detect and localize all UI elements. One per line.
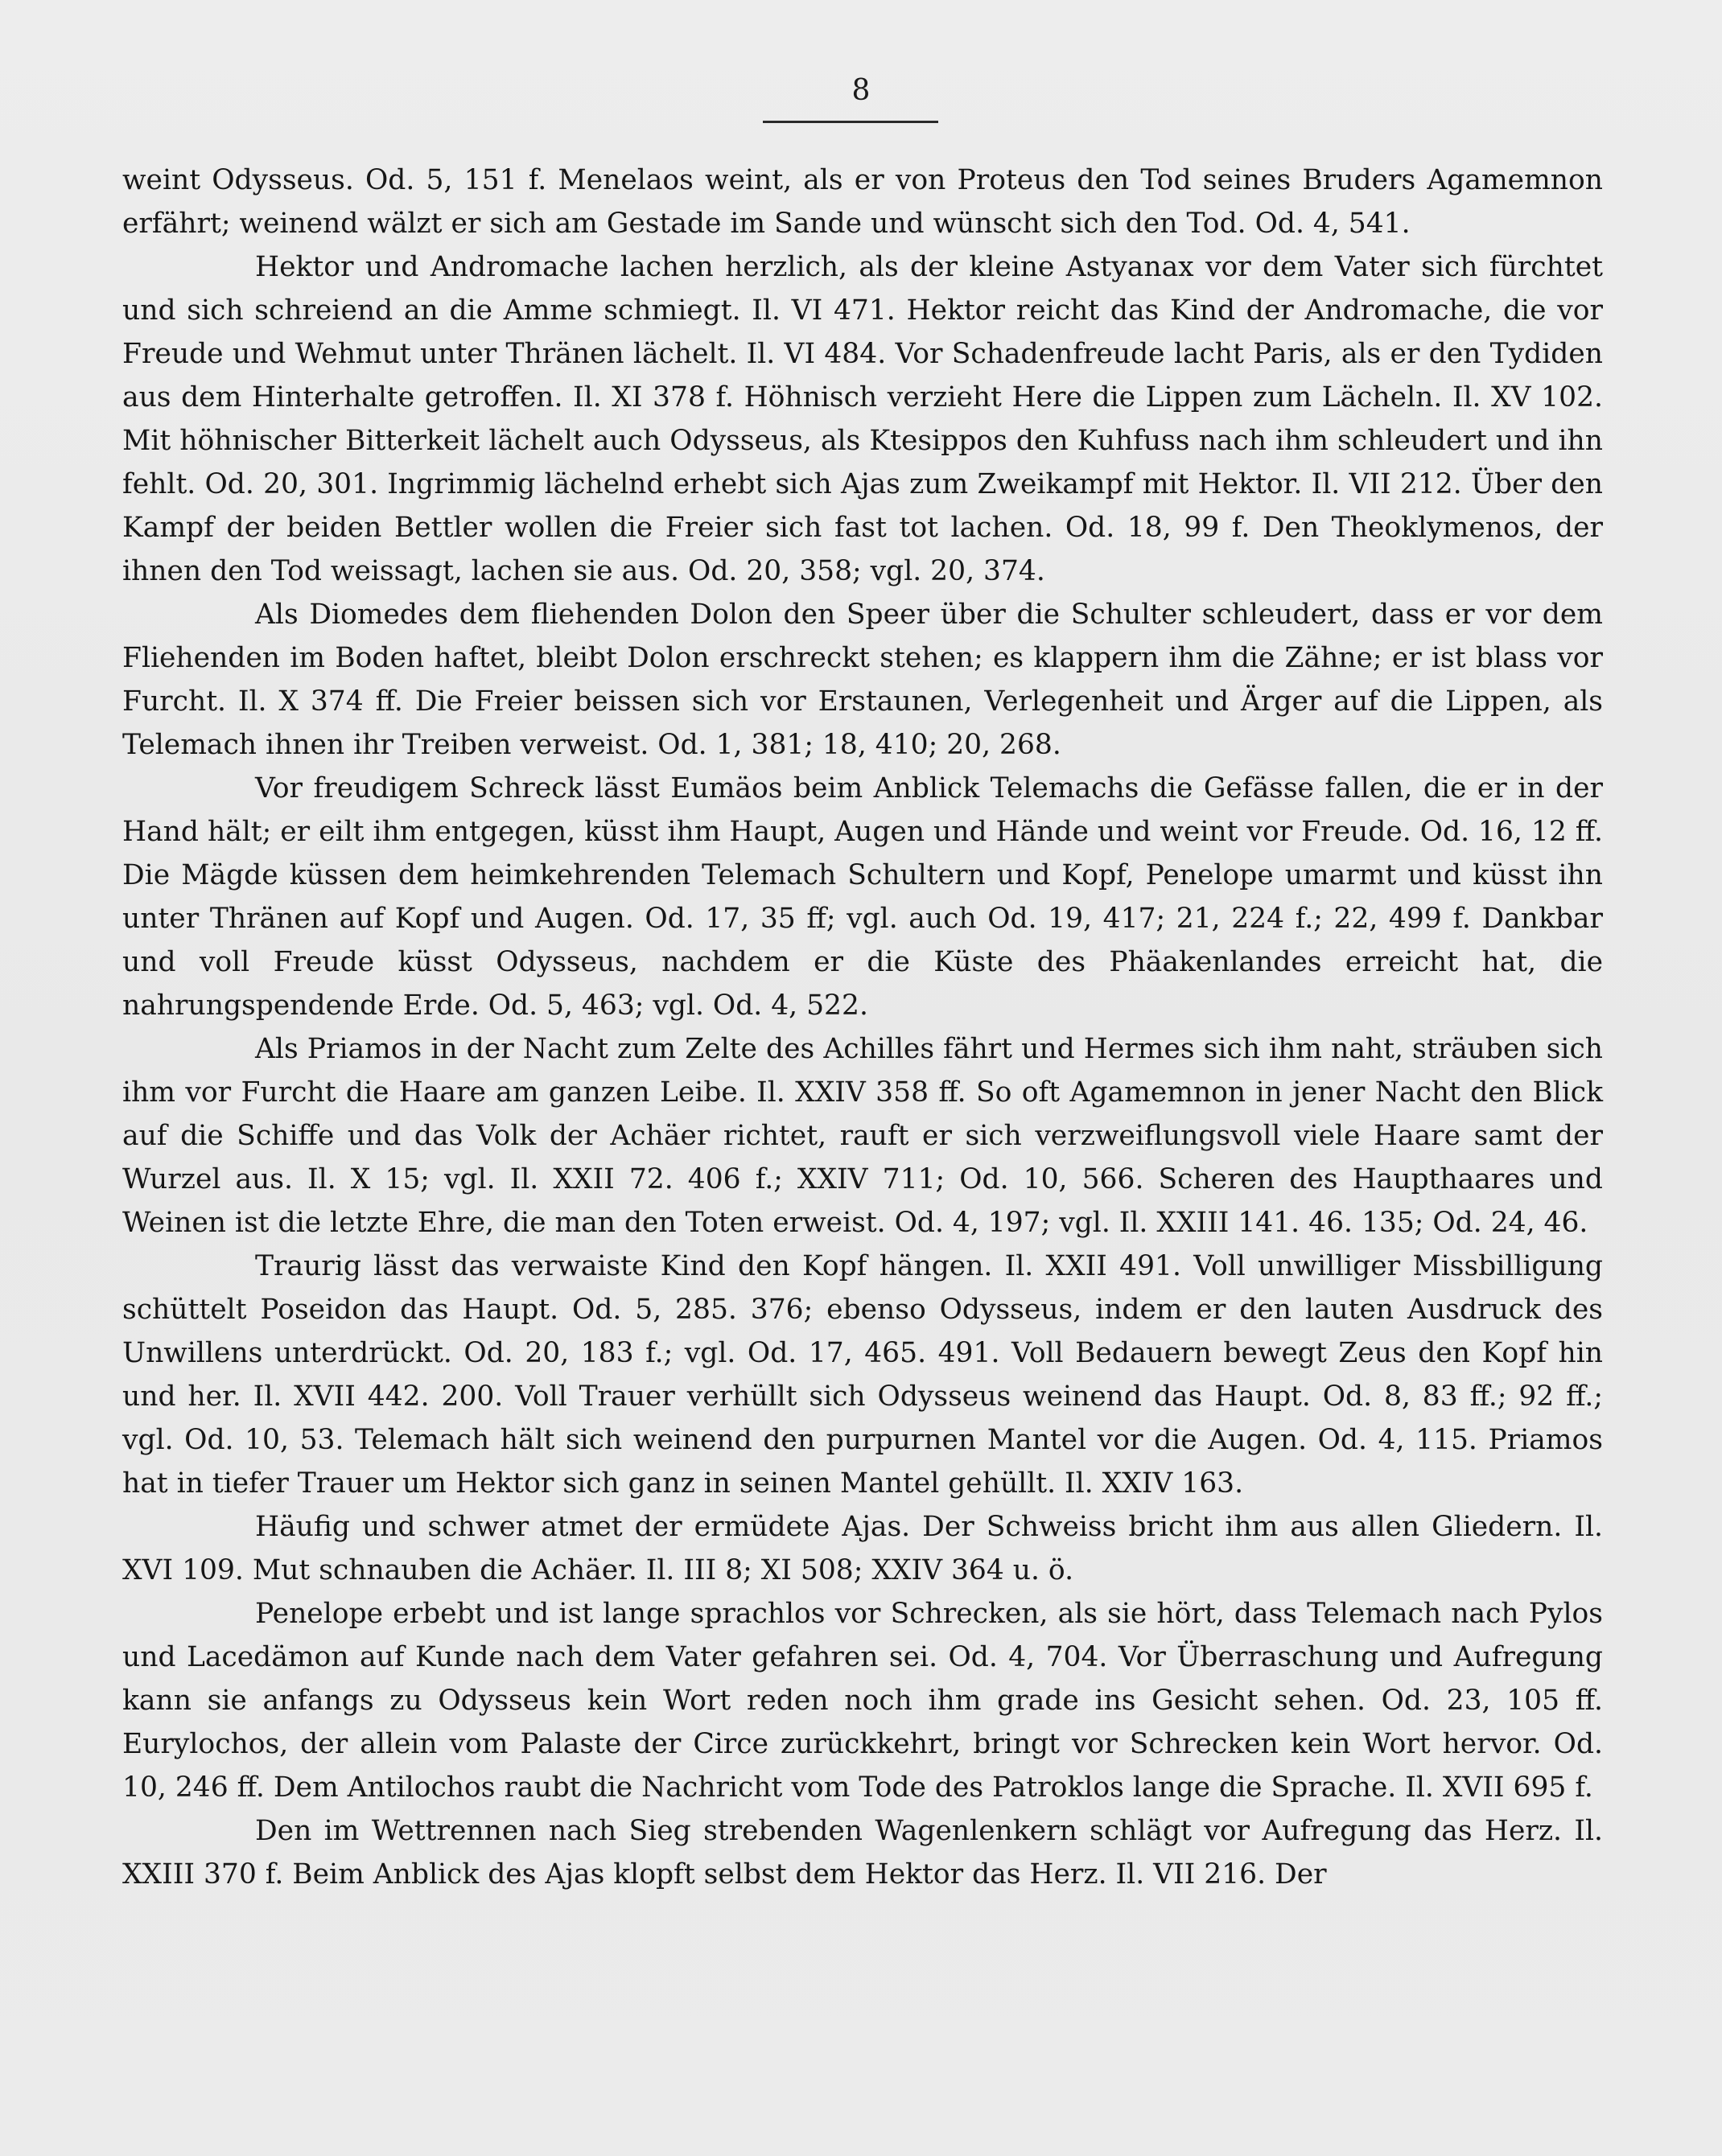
body-text (122, 158, 1603, 1896)
paragraph-hektor-andromache: Hektor und Andromache lachen herzlich, als der kleine Astyanax vor dem Vater sich fürchtet und sich schreiend an die Amme schmiegt. Il. VI 471. Hektor reicht das Kind der Andromache, die vor Freude und Wehmut unter Thränen lächelt. Il. VI 484. Vor Schadenfreude lacht Paris, als er den Tydiden aus dem Hinterhalte getroffen. Il. XI 378 f. Höhnisch verzieht Here die Lippen zum Lächeln. Il. XV 102. Mit höhnischer Bitterkeit lächelt auch Odysseus, als Ktesippos den Kuhfuss nach ihm schleudert und ihn fehlt. Od. 20, 301. Ingrimmig lächelnd erhebt sich Ajas zum Zweikampf mit Hektor. Il. VII 212. Über den Kampf der beiden Bettler wollen die Freier sich fast tot lachen. Od. 18, 99 f. Den Theoklymenos, der ihnen den Tod weissagt, lachen sie aus. Od. 20, 358; vgl. 20, 374. (122, 251, 1603, 587)
paragraph-wettrennen: Den im Wettrennen nach Sieg strebenden Wagenlenkern schlägt vor Aufregung das Herz. Il. XXIII 370 f. Beim Anblick des Ajas klopft selbst dem Hektor das Herz. Il. VII 216. Der (122, 1815, 1603, 1891)
paragraph-diomedes-dolon: Als Diomedes dem fliehenden Dolon den Speer über die Schulter schleudert, dass er vor dem Fliehenden im Boden haftet, bleibt Dolon erschreckt stehen; es klappern ihm die Zähne; er ist blass vor Furcht. Il. X 374 ff. Die Freier beissen sich vor Erstaunen, Verlegenheit und Ärger auf die Lippen, als Telemach ihnen ihr Treiben verweist. Od. 1, 381; 18, 410; 20, 268. (122, 599, 1603, 761)
paragraph-penelope-erbebt: Penelope erbebt und ist lange sprachlos vor Schrecken, als sie hört, dass Telemach nach Pylos und Lacedämon auf Kunde nach dem Vater gefahren sei. Od. 4, 704. Vor Überraschung und Aufregung kann sie anfangs zu Odysseus kein Wort reden noch ihm grade ins Gesicht sehen. Od. 23, 105 ff. Eurylochos, der allein vom Palaste der Circe zurückkehrt, bringt vor Schrecken kein Wort hervor. Od. 10, 246 ff. Dem Antilochos raubt die Nachricht vom Tode des Patroklos lange die Sprache. Il. XVII 695 f. (122, 1598, 1603, 1804)
paragraph-traurig-kind: Traurig lässt das verwaiste Kind den Kopf hängen. Il. XXII 491. Voll unwilliger Missbilligung schüttelt Poseidon das Haupt. Od. 5, 285. 376; ebenso Odysseus, indem er den lauten Ausdruck des Unwillens unterdrückt. Od. 20, 183 f.; vgl. Od. 17, 465. 491. Voll Bedauern bewegt Zeus den Kopf hin und her. Il. XVII 442. 200. Voll Trauer verhüllt sich Odysseus weinend das Haupt. Od. 8, 83 ff.; 92 ff.; vgl. Od. 10, 53. Telemach hält sich weinend den purpurnen Mantel vor die Augen. Od. 4, 115. Priamos hat in tiefer Trauer um Hektor sich ganz in seinen Mantel gehüllt. Il. XXIV 163. (122, 1250, 1603, 1500)
paragraph-eumaeos-schreck: Vor freudigem Schreck lässt Eumäos beim Anblick Telemachs die Gefässe fallen, die er in der Hand hält; er eilt ihm entgegen, küsst ihm Haupt, Augen und Hände und weint vor Freude. Od. 16, 12 ff. Die Mägde küssen dem heimkehrenden Telemach Schultern und Kopf, Penelope umarmt und küsst ihn unter Thränen auf Kopf und Augen. Od. 17, 35 ff; vgl. auch Od. 19, 417; 21, 224 f.; 22, 499 f. Dankbar und voll Freude küsst Odysseus, nachdem er die Küste des Phäakenlandes erreicht hat, die nahrungspendende Erde. Od. 5, 463; vgl. Od. 4, 522. (122, 772, 1603, 1022)
paragraph-priamos-nacht: Als Priamos in der Nacht zum Zelte des Achilles fährt und Hermes sich ihm naht, sträuben sich ihm vor Furcht die Haare am ganzen Leibe. Il. XXIV 358 ff. So oft Agamemnon in jener Nacht den Blick auf die Schiffe und das Volk der Achäer richtet, rauft er sich verzweiflungsvoll viele Haare samt der Wurzel aus. Il. X 15; vgl. Il. XXII 72. 406 f.; XXIV 711; Od. 10, 566. Scheren des Haupthaares und Weinen ist die letzte Ehre, die man den Toten erweist. Od. 4, 197; vgl. Il. XXIII 141. 46. 135; Od. 24, 46. (122, 1033, 1603, 1239)
page-number: 8 (851, 74, 871, 107)
header-rule (763, 121, 938, 123)
paragraph-ajas-atmet: Häufig und schwer atmet der ermüdete Ajas. Der Schweiss bricht ihm aus allen Gliedern. Il. XVI 109. Mut schnauben die Achäer. Il. III 8; XI 508; XXIV 364 u. ö. (122, 1511, 1603, 1586)
paragraph-weint-odysseus: weint Odysseus. Od. 5, 151 f. Menelaos weint, als er von Proteus den Tod seines Bruders Agamemnon erfährt; weinend wälzt er sich am Gestade im Sande und wünscht sich den Tod. Od. 4, 541. (122, 164, 1603, 240)
